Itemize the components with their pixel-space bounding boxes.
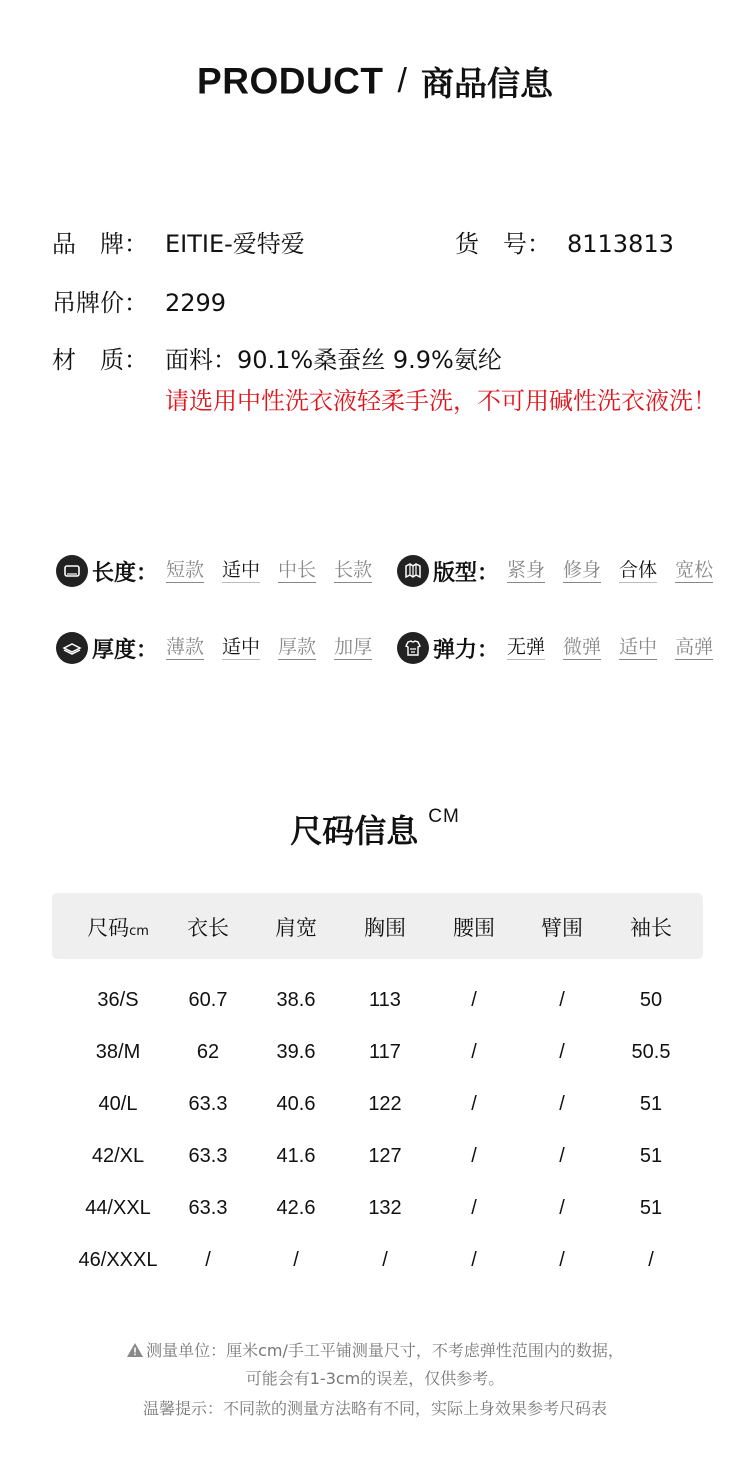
attr-option: 紧身 [507, 559, 546, 581]
attr-option: 中长 [278, 559, 317, 581]
elasticity-icon [397, 632, 429, 664]
header-title-zh: 商品信息 [420, 64, 553, 103]
attr-elasticity [397, 632, 731, 664]
attr-option-selected: 适中 [222, 559, 261, 581]
attr-length [56, 555, 390, 587]
table-row-size: 44/XXL [85, 1197, 151, 1219]
attr-length-label: 长度： [92, 560, 159, 586]
header-slash: / [397, 62, 407, 100]
attr-option: 薄款 [166, 636, 205, 658]
table-row-size: 42/XL [91, 1145, 145, 1167]
size-title: 尺码信息 [290, 812, 419, 850]
thickness-icon [56, 632, 88, 664]
attr-option: 高弹 [675, 636, 714, 658]
table-cell: 63.3 [188, 1197, 228, 1219]
header-title-en: PRODUCT [197, 60, 384, 102]
price-value: 2299 [165, 289, 227, 317]
size-section-title [0, 806, 750, 852]
attr-option: 修身 [563, 559, 602, 581]
table-cell: 51 [639, 1093, 663, 1115]
length-icon [56, 555, 88, 587]
attr-elasticity-label: 弹力： [433, 637, 500, 663]
attr-option: 加厚 [334, 636, 373, 658]
note-line-3: 温馨提示：不同款的测量方法略有不同，实际上身效果参考尺码表 [142, 1399, 607, 1418]
table-header-cell [68, 912, 168, 942]
table-row-size: 36/S [97, 989, 139, 1011]
table-cell: 127 [368, 1145, 402, 1167]
brand-label: 品 牌： [52, 230, 148, 258]
table-header-cell [601, 912, 701, 942]
table-cell: 40.6 [276, 1093, 316, 1115]
table-cell: / [559, 1145, 565, 1167]
fit-icon [397, 555, 429, 587]
table-header-label: 袖长 [630, 916, 672, 940]
table-header-cell [424, 912, 524, 942]
table-cell: 122 [368, 1093, 402, 1115]
table-cell: / [471, 1145, 477, 1167]
attr-thickness [56, 632, 390, 664]
attr-thickness-label: 厚度： [92, 637, 159, 663]
attr-option: 长款 [334, 559, 373, 581]
table-header-cell [512, 912, 612, 942]
table-cell: / [471, 1249, 477, 1271]
sku-value: 8113813 [567, 230, 674, 258]
table-cell: 113 [369, 989, 401, 1011]
warning-icon [126, 1342, 144, 1358]
table-cell: / [293, 1249, 299, 1271]
note-text-1: 测量单位：厘米cm/手工平铺测量尺寸，不考虑弹性范围内的数据， [146, 1341, 624, 1360]
material-value: 面料：90.1%桑蚕丝 9.9%氨纶 [165, 346, 502, 374]
table-cell: 50.5 [631, 1041, 671, 1063]
table-cell: / [382, 1249, 388, 1271]
table-header-unit: cm [129, 924, 149, 939]
table-cell: 39.6 [276, 1041, 316, 1063]
table-cell: 51 [639, 1197, 663, 1219]
table-cell: / [559, 989, 565, 1011]
sku-label: 货 号： [455, 230, 551, 258]
attr-option: 适中 [619, 636, 658, 658]
attr-option: 厚款 [278, 636, 317, 658]
table-cell: / [471, 1041, 477, 1063]
attr-fit-label: 版型： [433, 560, 500, 586]
table-cell: 60.7 [188, 989, 228, 1011]
table-row-size: 46/XXXL [78, 1249, 158, 1271]
table-cell: 132 [368, 1197, 402, 1219]
table-cell: 51 [639, 1145, 663, 1167]
table-header-label: 尺码 [87, 916, 130, 940]
table-cell: / [471, 989, 477, 1011]
table-cell: 117 [369, 1041, 401, 1063]
table-header-label: 肩宽 [275, 916, 317, 940]
table-header-label: 胸围 [364, 916, 406, 940]
table-header-cell [246, 912, 346, 942]
table-cell: / [471, 1197, 477, 1219]
brand-value: EITIE-爱特爱 [165, 230, 305, 258]
table-header-label: 衣长 [187, 916, 229, 940]
table-cell: / [559, 1197, 565, 1219]
material-label: 材 质： [52, 346, 148, 374]
table-header-label: 腰围 [453, 916, 495, 940]
table-header-label: 臂围 [541, 916, 583, 940]
table-row-size: 38/M [95, 1041, 141, 1063]
table-header-cell [335, 912, 435, 942]
table-header-cell [158, 912, 258, 942]
table-cell: 41.6 [276, 1145, 316, 1167]
table-cell: 62 [196, 1041, 220, 1063]
attr-option-selected: 适中 [222, 636, 261, 658]
attr-option: 微弹 [563, 636, 602, 658]
attr-fit [397, 555, 731, 587]
attr-option-selected: 无弹 [507, 636, 546, 658]
table-cell: / [471, 1093, 477, 1115]
table-cell: / [559, 1093, 565, 1115]
table-cell: 42.6 [276, 1197, 316, 1219]
table-row-size: 40/L [98, 1093, 138, 1115]
attr-option-selected: 合体 [619, 559, 658, 581]
table-cell: 38.6 [276, 989, 316, 1011]
product-header [0, 58, 750, 105]
table-cell: / [559, 1249, 565, 1271]
table-cell: 63.3 [188, 1093, 228, 1115]
table-cell: / [205, 1249, 211, 1271]
price-label: 吊牌价： [52, 289, 148, 317]
attr-option: 宽松 [675, 559, 714, 581]
table-cell: 50 [639, 989, 663, 1011]
table-cell: / [648, 1249, 654, 1271]
attr-option: 短款 [166, 559, 205, 581]
table-cell: 63.3 [188, 1145, 228, 1167]
table-cell: / [559, 1041, 565, 1063]
size-unit: CM [428, 806, 460, 827]
note-line-2: 可能会有1-3cm的误差，仅供参考。 [245, 1369, 505, 1388]
wash-warning: 请选用中性洗衣液轻柔手洗，不可用碱性洗衣液洗！ [165, 387, 717, 415]
note-line-1 [0, 1338, 750, 1361]
